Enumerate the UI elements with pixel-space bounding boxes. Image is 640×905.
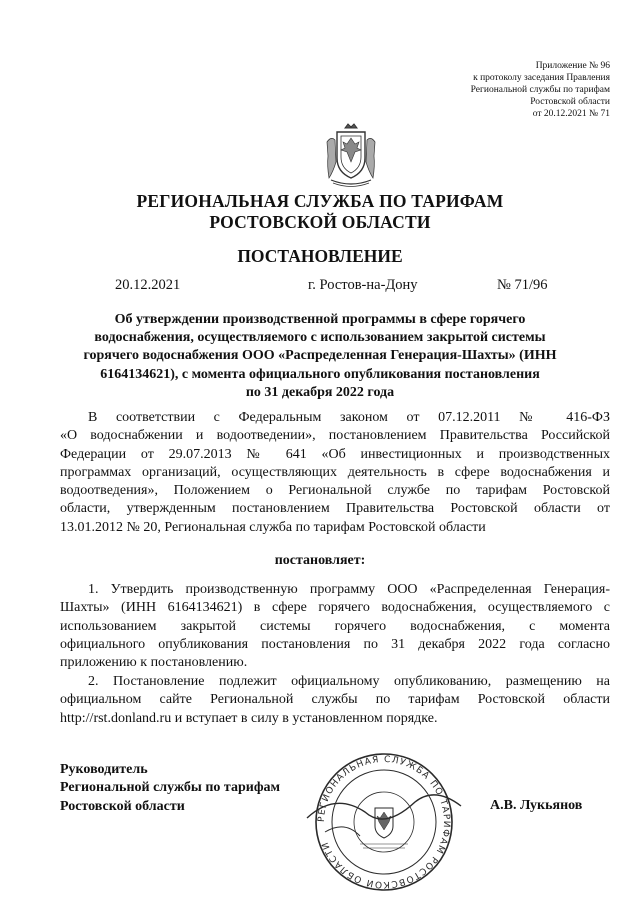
subject-line: Об утверждении производственной программы в сфере горячего	[114, 312, 526, 327]
preamble-line: 13.01.2012 № 20, Региональная служба по тарифам Ростовской области	[60, 519, 486, 535]
item-2-line: 2. Постановление подлежит официальному опубликованию, размещению на	[88, 674, 610, 689]
org-name-line2: РОСТОВСКОЙ ОБЛАСТИ	[209, 212, 431, 232]
org-name-line1: РЕГИОНАЛЬНАЯ СЛУЖБА ПО ТАРИФАМ	[136, 191, 504, 211]
official-seal	[305, 752, 463, 892]
preamble-line: В соответствии с Федеральным законом от 07.12.2011 № 416-ФЗ	[88, 410, 610, 425]
signatory-name: А.В. Лукьянов	[490, 798, 583, 813]
decree-word: постановляет:	[274, 553, 366, 568]
subject-line: горячего водоснабжения ООО «Распределенная Генерация-Шахты» (ИНН	[83, 348, 557, 364]
preamble-paragraph	[60, 409, 610, 537]
appendix-line: Ростовской области	[530, 97, 610, 107]
signatory-position-line: Ростовской области	[60, 798, 185, 814]
document-city: г. Ростов-на-Дону	[308, 277, 418, 293]
subject-line: водоснабжения, осуществляемого с использованием закрытой системы	[94, 330, 546, 346]
preamble-line: «О водоснабжении и водоотведении», постановлением Правительства Российской	[60, 428, 610, 444]
item-1-line: использованием закрытой системы горячего водоснабжения, с момента	[60, 618, 610, 634]
item-1-line: официального опубликования постановления по 31 декабря 2022 года согласно	[60, 636, 610, 652]
document-date: 20.12.2021	[115, 277, 181, 293]
preamble-line: водоотведения», Положением о Региональной службе по тарифам Ростовской	[60, 483, 610, 499]
seal-text: РЕГИОНАЛЬНАЯ СЛУЖБА ПО ТАРИФАМ РОСТОВСКОЙ ОБЛАСТИ	[316, 754, 452, 890]
coat-of-arms-emblem	[323, 122, 379, 188]
appendix-line: Приложение № 96	[535, 61, 610, 71]
item-1-paragraph	[60, 581, 610, 672]
item-2-paragraph	[60, 673, 610, 728]
item-1-line: 1. Утвердить производственную программу ООО «Распределенная Генерация-	[88, 582, 610, 597]
document-subject	[60, 311, 580, 402]
subject-line: по 31 декабря 2022 года	[245, 384, 395, 400]
signatory-position-line: Региональной службы по тарифам	[60, 780, 281, 796]
preamble-line: программах организаций, осуществляющих деятельность в сфере водоснабжения и	[60, 464, 610, 480]
signatory-position	[60, 761, 280, 816]
subject-line: 6164134621), с момента официального опубликования постановления	[100, 366, 540, 382]
document-number: № 71/96	[497, 277, 548, 293]
signatory-position-line: Руководитель	[60, 762, 148, 777]
preamble-line: области, утвержденным постановлением Правительства Ростовской области от	[60, 501, 610, 517]
item-1-line: приложению к постановлению.	[60, 655, 248, 671]
appendix-line: от 20.12.2021 № 71	[532, 109, 610, 119]
item-1-line: Шахты» (ИНН 6164134621) в сфере горячего водоснабжения, осуществляемого с	[60, 600, 610, 616]
preamble-line: Федерации от 29.07.2013 № 641 «Об инвестиционных и производственных	[60, 446, 610, 462]
appendix-note	[350, 60, 610, 120]
appendix-line: к протоколу заседания Правления	[473, 73, 610, 83]
item-2-line: http://rst.donland.ru и вступает в силу в установленном порядке.	[60, 710, 438, 726]
appendix-line: Региональной службы по тарифам	[470, 85, 610, 95]
document-type: ПОСТАНОВЛЕНИЕ	[237, 246, 403, 266]
item-2-line: официальном сайте Региональной службы по тарифам Ростовской области	[60, 692, 610, 708]
